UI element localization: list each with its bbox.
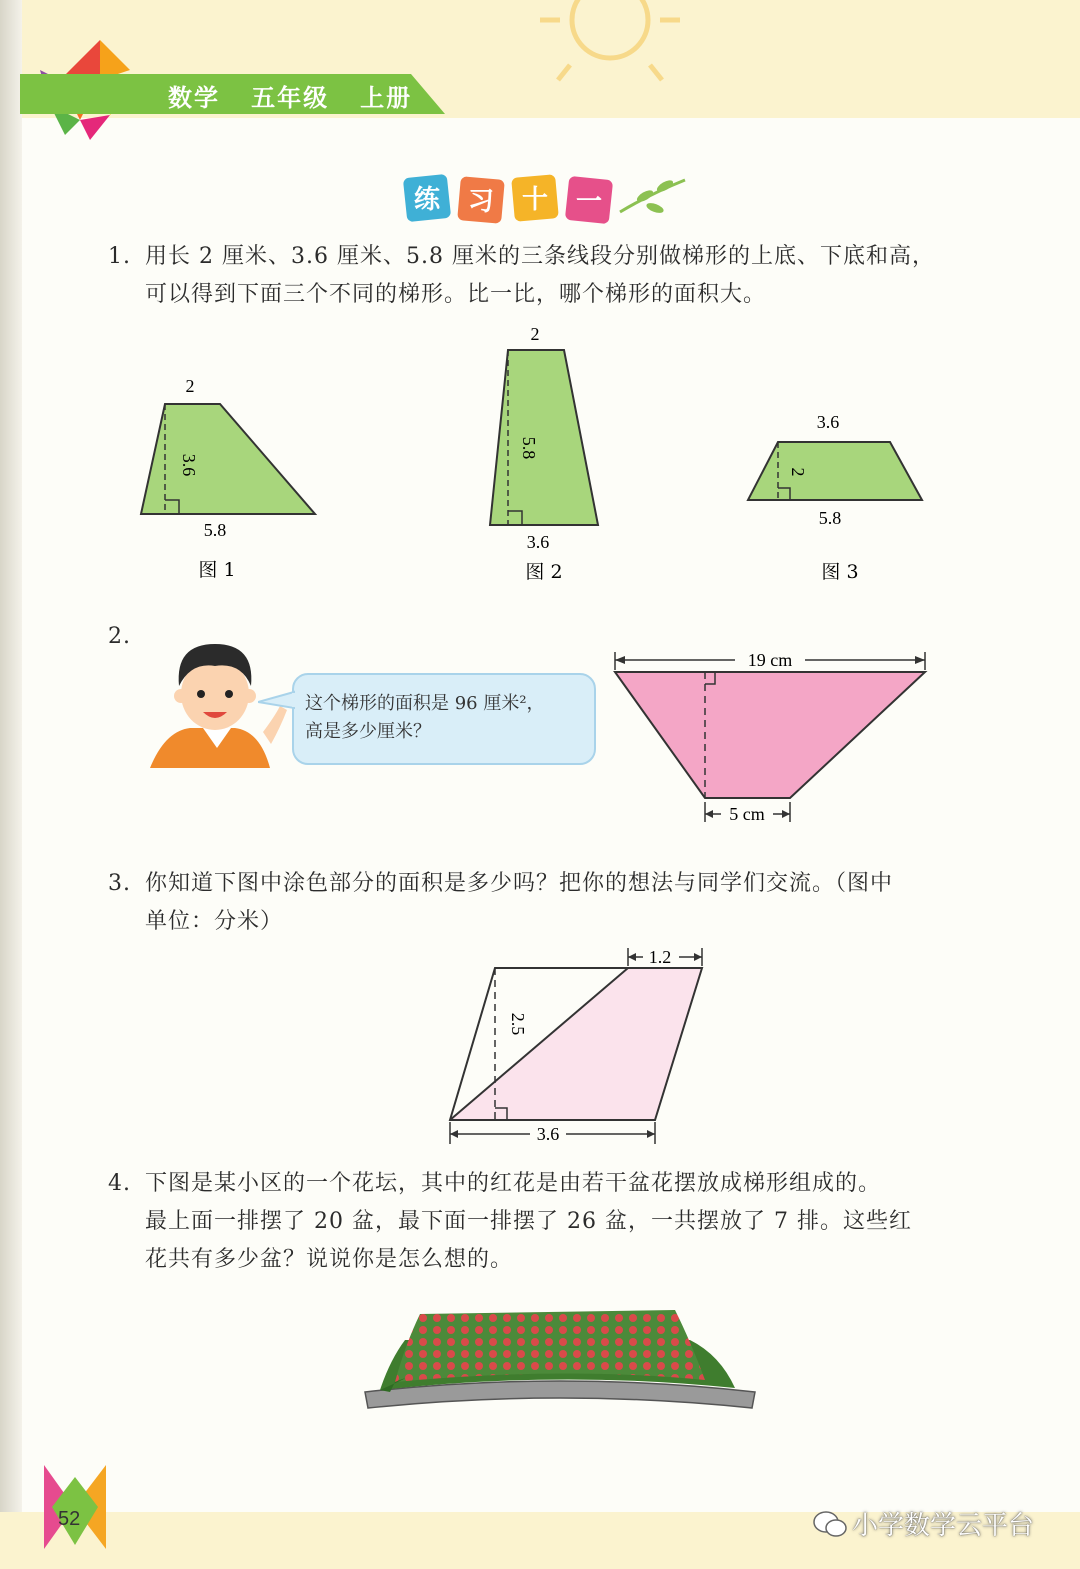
fig1-height-label: 3.6 <box>179 453 199 477</box>
q1-figure-1 <box>125 370 335 590</box>
bubble-line2: 高是多少厘米？ <box>305 721 431 742</box>
q3-top-label: 1.2 <box>648 947 672 967</box>
fig3-top-label: 3.6 <box>816 412 840 432</box>
q4-text-line1: 下图是某小区的一个花坛，其中的红花是由若干盆花摆放成梯形组成的。 <box>145 1171 882 1196</box>
title-char-3: 十 <box>521 185 549 215</box>
fig1-caption: 图 1 <box>198 559 236 581</box>
q1-text-line2: 可以得到下面三个不同的梯形。比一比，哪个梯形的面积大。 <box>145 282 767 307</box>
q4-number: 4. <box>108 1171 131 1196</box>
q1-text-line1: 用长 2 厘米、3.6 厘米、5.8 厘米的三条线段分别做梯形的上底、下底和高， <box>145 244 935 269</box>
q3-bottom-label: 3.6 <box>536 1124 560 1144</box>
q3-number: 3. <box>108 871 131 896</box>
trapezoid-3 <box>748 442 922 500</box>
q4-text-line3: 花共有多少盆？说说你是怎么想的。 <box>145 1247 514 1272</box>
fig3-caption: 图 3 <box>821 561 859 583</box>
fig2-caption: 图 2 <box>525 561 563 583</box>
section-title <box>395 172 695 228</box>
trapezoid-1 <box>141 404 315 514</box>
fig3-height-label: 2 <box>788 467 808 477</box>
wechat-icon <box>812 1508 848 1540</box>
q4-text-line2: 最上面一排摆了 20 盆，最下面一排摆了 26 盆，一共摆放了 7 排。这些红 <box>145 1209 912 1234</box>
header-grade: 五年级 <box>251 84 330 112</box>
q2-number: 2. <box>108 624 131 649</box>
title-char-4: 一 <box>575 187 603 217</box>
speech-bubble-text <box>305 690 590 746</box>
fig1-top-label: 2 <box>185 376 195 396</box>
header-volume: 上册 <box>360 84 413 112</box>
q3-text-line2: 单位：分米） <box>145 909 284 934</box>
book-spine <box>0 0 22 1569</box>
q3-text-line1: 你知道下图中涂色部分的面积是多少吗？把你的想法与同学们交流。（图中 <box>145 871 894 896</box>
trapezoid-2 <box>490 350 598 525</box>
q3-height-label: 2.5 <box>508 1012 528 1036</box>
title-char-2: 习 <box>467 187 495 217</box>
flower-bed-illustration <box>360 1300 760 1430</box>
title-char-1: 练 <box>413 185 441 215</box>
fig1-bottom-label: 5.8 <box>203 520 227 540</box>
q2-top-label: 19 cm <box>747 650 793 670</box>
speech-bubble-tail <box>258 690 296 710</box>
q2-bottom-label: 5 cm <box>729 804 765 824</box>
sun-decoration-icon <box>520 0 700 90</box>
fig3-bottom-label: 5.8 <box>818 508 842 528</box>
page-number-badge-icon <box>44 1465 106 1549</box>
q1-figure-3 <box>740 400 940 590</box>
header-title <box>168 78 412 113</box>
watermark-text: 小学数学云平台 <box>852 1511 1035 1541</box>
header-subject: 数学 <box>168 84 220 112</box>
page-number: 52 <box>58 1508 81 1530</box>
q3-figure <box>440 940 720 1155</box>
fig2-height-label: 5.8 <box>519 436 539 460</box>
q1-figure-2 <box>470 320 620 590</box>
fig2-bottom-label: 3.6 <box>526 532 550 552</box>
red-flower-trapezoid <box>395 1310 705 1382</box>
q2-figure <box>605 640 935 830</box>
bubble-line1: 这个梯形的面积是 96 厘米²， <box>305 693 545 714</box>
pink-trapezoid <box>615 672 925 798</box>
fig2-top-label: 2 <box>530 324 540 344</box>
q1-number: 1. <box>108 244 131 269</box>
